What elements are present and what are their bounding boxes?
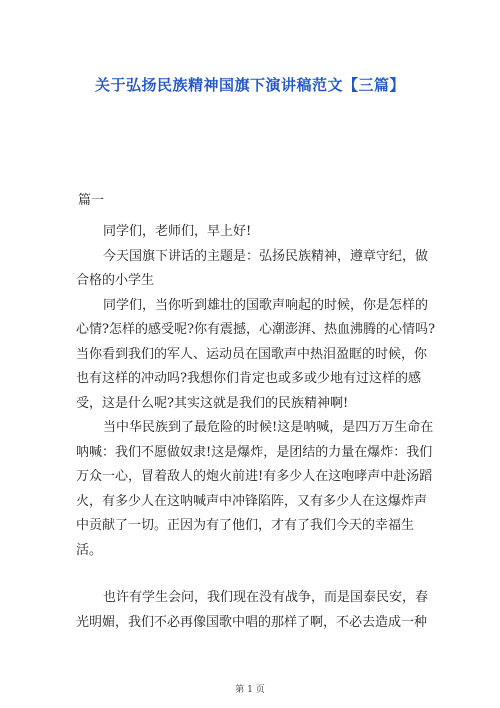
- paragraph-greeting: 同学们，老师们，早上好!: [103, 224, 252, 239]
- paragraph-gap: [76, 563, 438, 586]
- section-heading: 篇一: [78, 193, 105, 208]
- page-number: 第 1 页: [235, 685, 265, 695]
- document-body: [76, 220, 438, 635]
- paragraph-anthem: 同学们，当你听到雄壮的国歌声响起的时候，你是怎样的心情?怎样的感受呢?你有震撼，心潮澎湃、热血沸腾的心情吗?当你看到我们的军人、运动员在国歌声中热泪盈眶的时候，你也有这样的冲动吗?我想你们肯定也或多或少地有过这样的感受，这是什么呢?其实这就是我们的民族精神啊!: [76, 297, 435, 411]
- document-title: 关于弘扬民族精神国旗下演讲稿范文【三篇】: [94, 76, 405, 94]
- paragraph-history: 当中华民族到了最危险的时候!这是呐喊，是四万万生命在呐喊：我们不愿做奴隶!这是爆炸，是团结的力量在爆炸：我们万众一心，冒着敌人的炮火前进!有多少人在这咆哮声中赴汤蹈火，有多少人在这呐喊声中冲锋陷阵，又有多少人在这爆炸声中贡献了一切。正因为有了他们，才有了我们今天的幸福生活。: [76, 420, 434, 558]
- paragraph-topic: 今天国旗下讲话的主题是：弘扬民族精神，遵章守纪，做合格的小学生: [76, 248, 429, 288]
- paragraph-question: 也许有学生会问，我们现在没有战争，而是国泰民安，春光明媚，我们不必再像国歌中唱的那样了啊，不必去造成一种: [76, 590, 429, 630]
